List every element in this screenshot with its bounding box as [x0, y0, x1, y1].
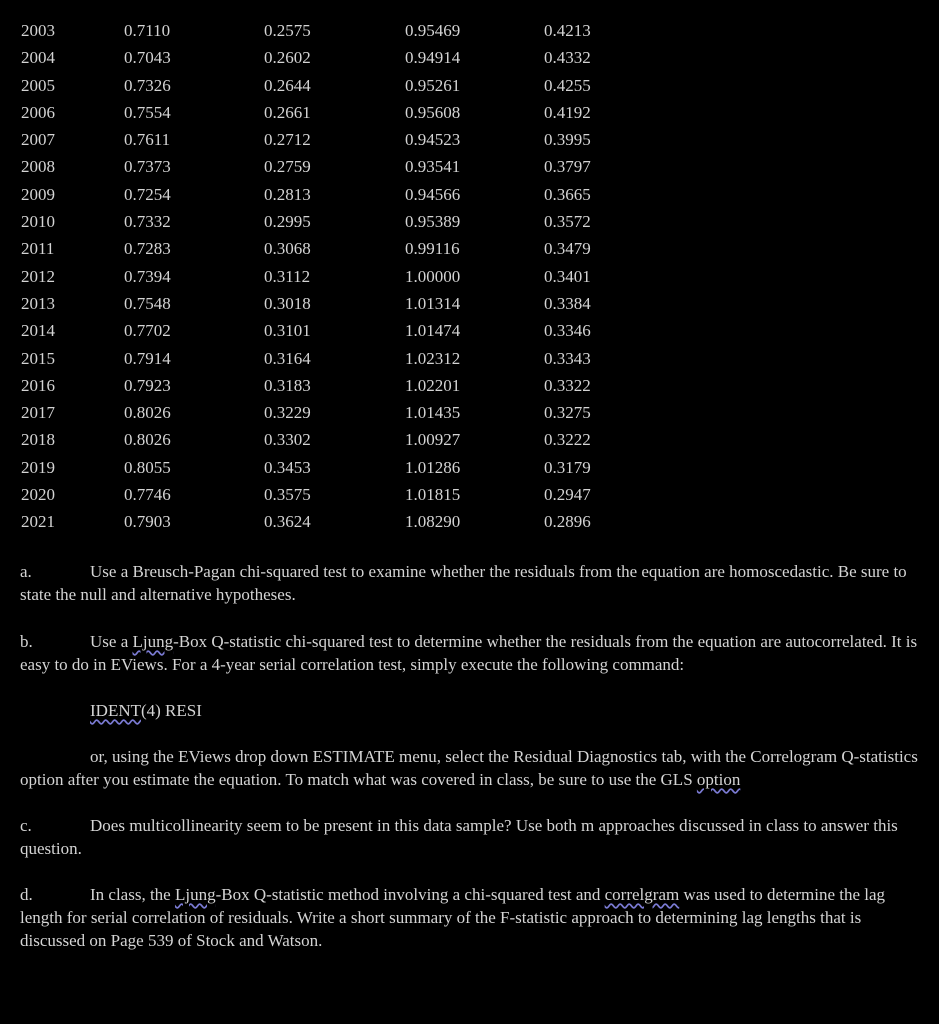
value-cell: 0.3018 — [264, 293, 311, 313]
value-cell: 0.3401 — [544, 266, 591, 286]
year-cell: 2005 — [21, 75, 55, 95]
value-cell: 0.7702 — [124, 321, 171, 341]
question-a — [20, 560, 920, 606]
table-row — [0, 181, 939, 208]
questions-section — [20, 560, 920, 952]
value-cell: 0.3665 — [544, 184, 591, 204]
value-cell: 0.3068 — [264, 239, 311, 259]
value-cell: 0.3302 — [264, 430, 311, 450]
year-cell: 2011 — [21, 239, 55, 259]
value-cell: 0.2947 — [544, 485, 591, 505]
table-row — [0, 153, 939, 180]
table-row — [0, 508, 939, 535]
value-cell: 0.95469 — [405, 21, 461, 40]
value-cell: 0.3322 — [544, 375, 591, 395]
year-cell: 2008 — [21, 157, 55, 177]
value-cell: 0.94914 — [405, 48, 461, 68]
question-c-marker: c. — [20, 816, 32, 835]
table-row — [0, 399, 939, 426]
value-cell: 0.3164 — [264, 348, 311, 368]
value-cell: 0.7283 — [124, 239, 171, 259]
value-cell: 0.95389 — [405, 212, 461, 232]
value-cell: 0.95261 — [405, 75, 461, 95]
value-cell: 0.93541 — [405, 157, 461, 177]
value-cell: 0.3384 — [544, 293, 591, 313]
value-cell: 0.7554 — [124, 102, 171, 122]
value-cell: 0.7110 — [124, 21, 171, 40]
value-cell: 1.02201 — [405, 375, 461, 395]
value-cell: 0.2602 — [264, 48, 311, 68]
year-cell: 2020 — [21, 485, 55, 505]
value-cell: 0.3453 — [264, 457, 311, 477]
year-cell: 2015 — [21, 348, 55, 368]
year-cell: 2013 — [21, 293, 55, 313]
value-cell: 0.3222 — [544, 430, 591, 450]
value-cell: 1.01474 — [405, 321, 461, 341]
question-d-marker: d. — [20, 885, 33, 904]
value-cell: 0.99116 — [405, 239, 460, 259]
question-d-correlgram: correlgram — [604, 885, 680, 904]
value-cell: 0.2995 — [264, 212, 311, 232]
value-cell: 0.4255 — [544, 75, 591, 95]
question-b-option: option — [696, 770, 741, 789]
table-row — [0, 345, 939, 372]
value-cell: 0.3479 — [544, 239, 591, 259]
value-cell: 0.8026 — [124, 430, 171, 450]
question-d — [20, 883, 920, 952]
year-cell: 2009 — [21, 184, 55, 204]
question-a-marker: a. — [20, 562, 32, 581]
question-d-text-pre: In class, the — [90, 885, 175, 904]
value-cell: 0.2813 — [264, 184, 311, 204]
table-row — [0, 99, 939, 126]
year-cell: 2018 — [21, 430, 55, 450]
value-cell: 0.94523 — [405, 130, 461, 150]
value-cell: 0.3346 — [544, 321, 591, 341]
value-cell: 0.2661 — [264, 102, 311, 122]
value-cell: 0.4332 — [544, 48, 591, 68]
question-b-marker: b. — [20, 632, 33, 651]
question-a-text: Use a Breusch-Pagan chi-squared test to examine whether the residuals from the equation are homoscedastic. Be sure to state the null and alternative hypotheses. — [20, 562, 907, 604]
question-b-followup — [20, 745, 920, 791]
value-cell: 0.3624 — [264, 512, 311, 532]
value-cell: 0.7746 — [124, 485, 171, 505]
value-cell: 0.3995 — [544, 130, 591, 150]
value-cell: 0.2712 — [264, 130, 311, 150]
value-cell: 0.3179 — [544, 457, 591, 477]
table-row — [0, 426, 939, 453]
value-cell: 0.7332 — [124, 212, 171, 232]
table-row — [0, 263, 939, 290]
value-cell: 1.01435 — [405, 403, 461, 423]
year-cell: 2014 — [21, 321, 55, 341]
value-cell: 1.01815 — [405, 485, 461, 505]
question-d-text-mid: -Box Q-statistic method involving a chi-squared test and — [215, 885, 605, 904]
value-cell: 1.00927 — [405, 430, 461, 450]
value-cell: 0.4192 — [544, 102, 591, 122]
table-row — [0, 372, 939, 399]
value-cell: 0.3343 — [544, 348, 591, 368]
value-cell: 0.7254 — [124, 184, 171, 204]
year-cell: 2019 — [21, 457, 55, 477]
question-b — [20, 630, 920, 676]
value-cell: 0.2644 — [264, 75, 311, 95]
year-cell: 2021 — [21, 512, 55, 532]
value-cell: 0.3797 — [544, 157, 591, 177]
value-cell: 0.7923 — [124, 375, 171, 395]
table-row — [0, 44, 939, 71]
command-rest: (4) RESI — [140, 701, 202, 720]
table-row — [0, 481, 939, 508]
question-d-ljung: Ljung — [174, 885, 216, 904]
question-b-text-pre: Use a — [90, 632, 133, 651]
value-cell: 0.3101 — [264, 321, 311, 341]
question-c-text: Does multicollinearity seem to be present in this data sample? Use both m approaches discussed in class to answer this question. — [20, 816, 898, 858]
question-b-followup-text: or, using the EViews drop down ESTIMATE menu, select the Residual Diagnostics tab, with the Correlogram Q-statistics option after you estimate the equation. To match what was covered in class, be sure to use the GLS — [20, 747, 918, 789]
year-cell: 2010 — [21, 212, 55, 232]
value-cell: 0.3112 — [264, 266, 311, 286]
year-cell: 2006 — [21, 102, 55, 122]
value-cell: 0.94566 — [405, 184, 461, 204]
year-cell: 2016 — [21, 375, 55, 395]
value-cell: 0.3572 — [544, 212, 591, 232]
question-b-text-post: -Box Q-statistic chi-squared test to determine whether the residuals from the equation are autocorrelated. It is easy to do in EViews. For a 4-year serial correlation test, simply execute the following command: — [20, 632, 918, 674]
year-cell: 2007 — [21, 130, 55, 150]
value-cell: 0.7914 — [124, 348, 171, 368]
value-cell: 0.8055 — [124, 457, 171, 477]
table-row — [0, 235, 939, 262]
data-table — [0, 17, 939, 536]
year-cell: 2003 — [21, 21, 55, 40]
table-row — [0, 454, 939, 481]
value-cell: 1.01286 — [405, 457, 461, 477]
value-cell: 1.08290 — [405, 512, 461, 532]
command-ident: IDENT — [90, 701, 141, 720]
value-cell: 0.3229 — [264, 403, 311, 423]
question-d-text-post: was used to determine the lag length for serial correlation of residuals. Write a short summary of the F-statistic approach to determining lag lengths that is discussed on Page 539 of Stock and Watson. — [20, 885, 886, 950]
value-cell: 0.7611 — [124, 130, 171, 150]
value-cell: 1.01314 — [405, 293, 461, 313]
table-row — [0, 290, 939, 317]
value-cell: 0.3575 — [264, 485, 311, 505]
value-cell: 0.2759 — [264, 157, 311, 177]
table-row — [0, 17, 939, 44]
value-cell: 0.4213 — [544, 21, 591, 40]
value-cell: 0.7903 — [124, 512, 171, 532]
value-cell: 0.8026 — [124, 403, 171, 423]
value-cell: 0.7548 — [124, 293, 171, 313]
value-cell: 0.7326 — [124, 75, 171, 95]
value-cell: 0.7373 — [124, 157, 171, 177]
value-cell: 1.00000 — [405, 266, 461, 286]
command-line — [20, 699, 920, 722]
value-cell: 0.7394 — [124, 266, 171, 286]
value-cell: 0.3183 — [264, 375, 311, 395]
value-cell: 0.3275 — [544, 403, 591, 423]
question-c — [20, 814, 920, 860]
year-cell: 2017 — [21, 403, 55, 423]
question-b-ljung: Ljung — [132, 632, 174, 651]
value-cell: 0.95608 — [405, 102, 461, 122]
year-cell: 2004 — [21, 48, 55, 68]
table-row — [0, 72, 939, 99]
value-cell: 0.2896 — [544, 512, 591, 532]
table-row — [0, 208, 939, 235]
value-cell: 0.2575 — [264, 21, 311, 40]
value-cell: 0.7043 — [124, 48, 171, 68]
table-row — [0, 317, 939, 344]
year-cell: 2012 — [21, 266, 55, 286]
value-cell: 1.02312 — [405, 348, 461, 368]
table-row — [0, 126, 939, 153]
